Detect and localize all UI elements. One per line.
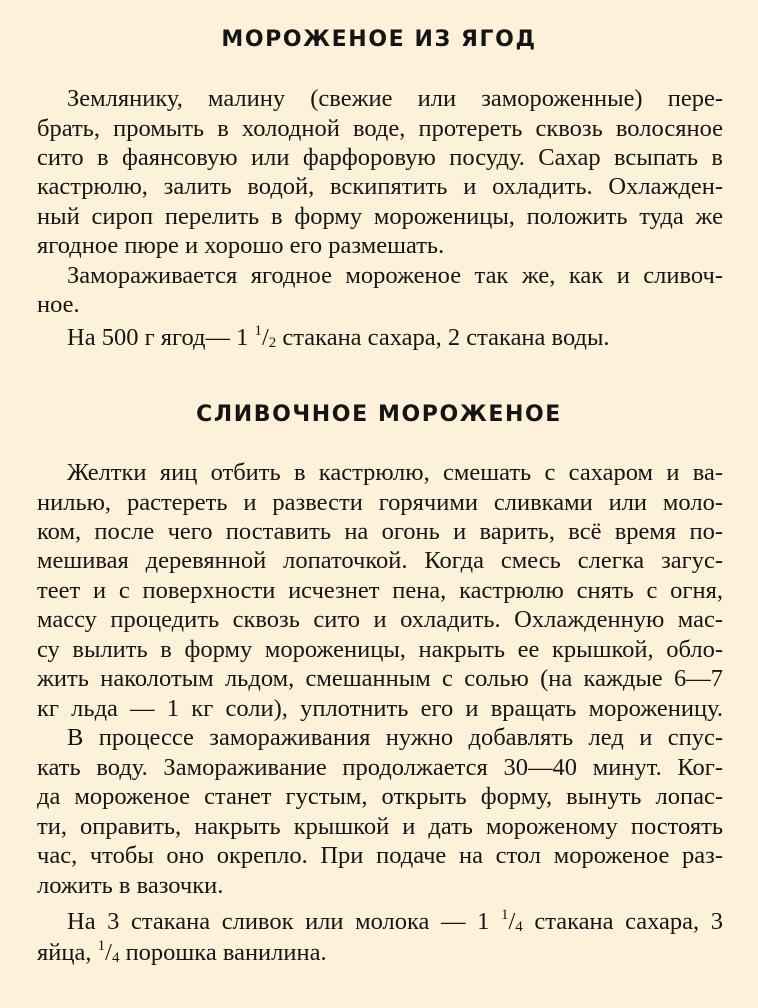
fraction-numerator: 1: [254, 323, 262, 339]
fraction-denominator: 2: [268, 335, 277, 351]
proportions-text-start: На 3 стакана сливок или молока — 1: [67, 908, 501, 935]
text-line: су вылить в форму мороженицы, накрыть ее крышкой, обло-: [37, 636, 723, 663]
text-line: Землянику, малину (свежие или замороженные) пере-: [67, 85, 723, 112]
proportions-text-start: На 500 г ягод— 1: [67, 324, 255, 351]
text-line: да мороженое станет густым, открыть форму, вынуть лопас-: [37, 783, 723, 810]
text-line: Замораживается ягодное мороженое так же, как и сливоч-: [67, 262, 723, 289]
text-line: час, чтобы оно окрепло. При подаче на стол мороженое раз-: [37, 842, 723, 869]
fraction-denominator: 4: [515, 919, 523, 935]
text-line: жить наколотым льдом, смешанным с солью (на каждые 6—7: [37, 665, 723, 692]
text-line: ти, оправить, накрыть крышкой и дать мороженому постоять: [37, 813, 723, 840]
text-line: ное.: [37, 291, 80, 318]
text-line: мешивая деревянной лопаточкой. Когда смесь слегка загус-: [37, 547, 723, 574]
text-line: брать, промыть в холодной воде, протереть сквозь волосяное: [37, 115, 723, 142]
fraction-slash: /: [508, 908, 516, 935]
proportions-text-start: яйца,: [37, 939, 98, 966]
fraction-slash: /: [105, 939, 112, 966]
text-line: кать воду. Замораживание продолжается 30—40 минут. Ког-: [37, 754, 723, 781]
text-line: кастрюлю, залить водой, вскипятить и охладить. Охлажден-: [37, 173, 723, 200]
text-line: сито в фаянсовую или фарфоровую посуду. Сахар всыпать в: [37, 144, 723, 171]
fraction-numerator: 1: [97, 938, 106, 954]
text-line: Желтки яиц отбить в кастрюлю, смешать с сахаром и ва-: [67, 459, 723, 486]
text-line: ягодное пюре и хорошо его размешать.: [37, 232, 445, 259]
text-line: нилью, растереть и развести горячими сливками или моло-: [37, 489, 723, 516]
text-line: массу процедить сквозь сито и охладить. Охлажденную мас-: [37, 606, 723, 633]
fraction-denominator: 4: [111, 950, 120, 966]
text-line: теет и с поверхности исчезнет пена, кастрюлю снять с огня,: [37, 577, 723, 604]
proportions-line: [67, 323, 610, 353]
text-line: ком, после чего поставить на огонь и варить, всё время по-: [37, 518, 723, 545]
section-title-cream-ice-cream: СЛИВОЧНОЕ МОРОЖЕНОЕ: [196, 402, 562, 427]
fraction-one-quarter: [98, 939, 120, 966]
proportions-text-end: стакана сахара, 3: [522, 908, 724, 935]
proportions-line: [67, 907, 723, 937]
fraction-one-quarter: [501, 908, 523, 935]
proportions-text-end: порошка ванилина.: [119, 939, 327, 966]
fraction-numerator: 1: [500, 907, 509, 923]
text-line: ный сироп перелить в форму мороженицы, положить туда же: [37, 203, 723, 230]
proportions-line: [37, 938, 327, 968]
text-line: В процессе замораживания нужно добавлять лед и спус-: [67, 724, 723, 751]
fraction-one-half: [254, 324, 276, 351]
section-title-berry-ice-cream: МОРОЖЕНОЕ ИЗ ЯГОД: [221, 27, 537, 52]
text-line: кг льда — 1 кг соли), уплотнить его и вращать мороженицу.: [37, 695, 723, 722]
text-line: ложить в вазочки.: [37, 872, 224, 899]
fraction-slash: /: [261, 324, 269, 351]
proportions-text-end: стакана сахара, 2 стакана воды.: [276, 324, 610, 351]
